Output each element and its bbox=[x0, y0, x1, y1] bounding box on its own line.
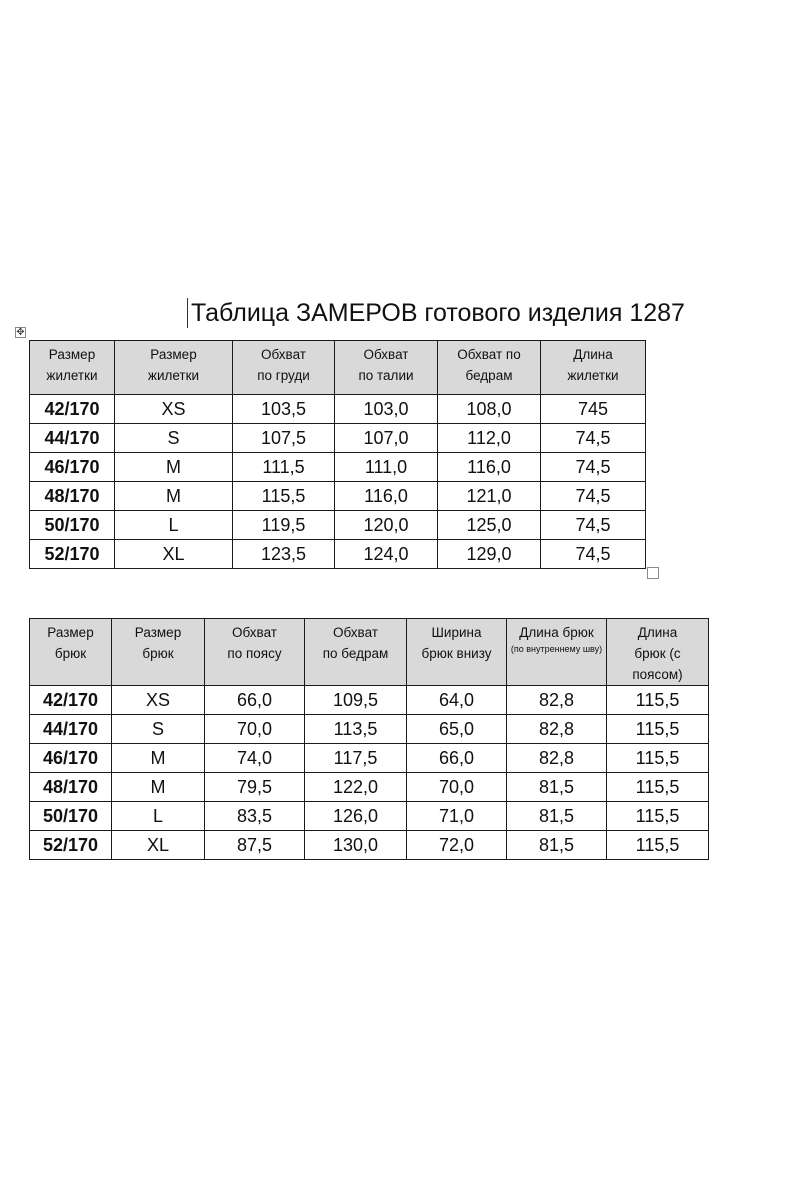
table-cell: L bbox=[112, 802, 205, 831]
table-cell: 103,0 bbox=[335, 395, 438, 424]
table-cell: M bbox=[115, 482, 233, 511]
table-cell: 81,5 bbox=[507, 773, 607, 802]
table-cell: 115,5 bbox=[607, 831, 709, 860]
table-cell: 83,5 bbox=[205, 802, 305, 831]
table-row bbox=[30, 424, 646, 453]
table-cell: XS bbox=[112, 686, 205, 715]
table-row bbox=[30, 744, 709, 773]
table-cell: 130,0 bbox=[305, 831, 407, 860]
table-cell: 42/170 bbox=[30, 395, 115, 424]
table-cell: 74,5 bbox=[541, 424, 646, 453]
table-row bbox=[30, 802, 709, 831]
header-cell-waist: Обхват по талии bbox=[335, 341, 438, 395]
table-cell: 115,5 bbox=[607, 744, 709, 773]
table-cell: 74,5 bbox=[541, 453, 646, 482]
table-cell: 71,0 bbox=[407, 802, 507, 831]
vest-measurements-table bbox=[29, 340, 646, 569]
header-cell-length-with-waistband: Длина брюк (с поясом) bbox=[607, 619, 709, 686]
table-cell: 107,0 bbox=[335, 424, 438, 453]
table-cell: 115,5 bbox=[233, 482, 335, 511]
table-cell: 119,5 bbox=[233, 511, 335, 540]
table-row bbox=[30, 540, 646, 569]
text-cursor bbox=[187, 298, 188, 328]
table-cell: 65,0 bbox=[407, 715, 507, 744]
table-cell: 74,5 bbox=[541, 482, 646, 511]
table-cell: 44/170 bbox=[30, 715, 112, 744]
document-title: Таблица ЗАМЕРОВ готового изделия 1287 bbox=[191, 299, 685, 327]
table-row bbox=[30, 831, 709, 860]
table-cell: 124,0 bbox=[335, 540, 438, 569]
table-row bbox=[30, 453, 646, 482]
table-cell: 111,0 bbox=[335, 453, 438, 482]
header-cell-trousers-size-letter: Размер брюк bbox=[112, 619, 205, 686]
header-cell-waistband: Обхват по поясу bbox=[205, 619, 305, 686]
table-cell: L bbox=[115, 511, 233, 540]
table-cell: 113,5 bbox=[305, 715, 407, 744]
header-cell-vest-size-code: Размер жилетки bbox=[30, 341, 115, 395]
table-cell: 109,5 bbox=[305, 686, 407, 715]
table-cell: 82,8 bbox=[507, 715, 607, 744]
table-cell: 74,5 bbox=[541, 540, 646, 569]
table-cell: 112,0 bbox=[438, 424, 541, 453]
table-cell: 87,5 bbox=[205, 831, 305, 860]
table-cell: 70,0 bbox=[407, 773, 507, 802]
table-cell: 129,0 bbox=[438, 540, 541, 569]
table-cell: 111,5 bbox=[233, 453, 335, 482]
table-cell: 115,5 bbox=[607, 715, 709, 744]
header-cell-vest-size-letter: Размер жилетки bbox=[115, 341, 233, 395]
table-cell: 82,8 bbox=[507, 686, 607, 715]
table-cell: 126,0 bbox=[305, 802, 407, 831]
table-cell: 64,0 bbox=[407, 686, 507, 715]
table-cell: 107,5 bbox=[233, 424, 335, 453]
header-cell-vest-length: Длина жилетки bbox=[541, 341, 646, 395]
table-cell: 81,5 bbox=[507, 802, 607, 831]
table-cell: 52/170 bbox=[30, 540, 115, 569]
table-cell: 46/170 bbox=[30, 453, 115, 482]
table-cell: 115,5 bbox=[607, 686, 709, 715]
table-row bbox=[30, 773, 709, 802]
table-cell: 745 bbox=[541, 395, 646, 424]
table-cell: 66,0 bbox=[205, 686, 305, 715]
table-cell: XL bbox=[112, 831, 205, 860]
header-cell-hips: Обхват по бедрам bbox=[438, 341, 541, 395]
table-cell: 48/170 bbox=[30, 773, 112, 802]
table-row bbox=[30, 686, 709, 715]
table-cell: 81,5 bbox=[507, 831, 607, 860]
table-cell: 120,0 bbox=[335, 511, 438, 540]
table-cell: 70,0 bbox=[205, 715, 305, 744]
table-cell: 42/170 bbox=[30, 686, 112, 715]
table-row bbox=[30, 395, 646, 424]
table-cell: 46/170 bbox=[30, 744, 112, 773]
header-cell-chest: Обхват по груди bbox=[233, 341, 335, 395]
table-header-row bbox=[30, 619, 709, 686]
table-cell: 44/170 bbox=[30, 424, 115, 453]
table-cell: 50/170 bbox=[30, 511, 115, 540]
table-cell: 125,0 bbox=[438, 511, 541, 540]
table-cell: 115,5 bbox=[607, 773, 709, 802]
table-row bbox=[30, 482, 646, 511]
table-cell: 121,0 bbox=[438, 482, 541, 511]
table-cell: 117,5 bbox=[305, 744, 407, 773]
table-resize-handle[interactable] bbox=[647, 567, 659, 579]
table-cell: M bbox=[112, 744, 205, 773]
table-cell: 52/170 bbox=[30, 831, 112, 860]
trousers-measurements-table bbox=[29, 618, 709, 860]
table-header-row bbox=[30, 341, 646, 395]
header-cell-bottom-width: Ширина брюк внизу bbox=[407, 619, 507, 686]
table-row bbox=[30, 511, 646, 540]
table-cell: 79,5 bbox=[205, 773, 305, 802]
header-cell-inseam-length: Длина брюк (по внутреннему шву) bbox=[507, 619, 607, 686]
table-move-handle-icon[interactable]: ✥ bbox=[16, 327, 25, 338]
table-cell: 108,0 bbox=[438, 395, 541, 424]
table-cell: 74,0 bbox=[205, 744, 305, 773]
table-cell: XS bbox=[115, 395, 233, 424]
table-cell: XL bbox=[115, 540, 233, 569]
table-cell: 66,0 bbox=[407, 744, 507, 773]
table-cell: M bbox=[112, 773, 205, 802]
table-cell: 103,5 bbox=[233, 395, 335, 424]
table-cell: 72,0 bbox=[407, 831, 507, 860]
table-cell: 116,0 bbox=[335, 482, 438, 511]
header-cell-hips: Обхват по бедрам bbox=[305, 619, 407, 686]
table-cell: S bbox=[115, 424, 233, 453]
table-cell: 123,5 bbox=[233, 540, 335, 569]
table-cell: 116,0 bbox=[438, 453, 541, 482]
table-cell: S bbox=[112, 715, 205, 744]
table-cell: 50/170 bbox=[30, 802, 112, 831]
table-cell: 115,5 bbox=[607, 802, 709, 831]
table-row bbox=[30, 715, 709, 744]
table-cell: 82,8 bbox=[507, 744, 607, 773]
header-cell-trousers-size-code: Размер брюк bbox=[30, 619, 112, 686]
table-cell: 48/170 bbox=[30, 482, 115, 511]
table-cell: 74,5 bbox=[541, 511, 646, 540]
table-cell: M bbox=[115, 453, 233, 482]
table-cell: 122,0 bbox=[305, 773, 407, 802]
